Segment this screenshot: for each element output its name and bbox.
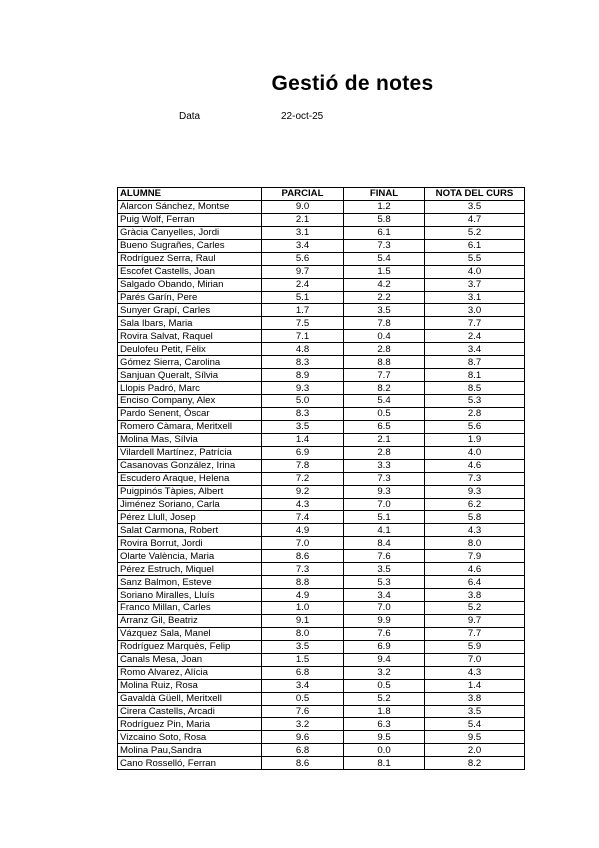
nota-del-curs-value: 5.9 [425, 640, 525, 653]
parcial-value: 3.2 [262, 718, 344, 731]
table-row [118, 278, 525, 291]
table-row [118, 317, 525, 330]
nota-del-curs-value: 7.7 [425, 317, 525, 330]
student-name: Escudero Araque, Helena [118, 472, 262, 485]
header-alumne: ALUMNE [118, 188, 262, 201]
parcial-value: 5.1 [262, 291, 344, 304]
table-row [118, 576, 525, 589]
nota-del-curs-value: 3.5 [425, 200, 525, 213]
final-value: 8.8 [344, 356, 425, 369]
student-name: Gràcia Canyelles, Jordi [118, 226, 262, 239]
final-value: 2.1 [344, 433, 425, 446]
table-row [118, 602, 525, 615]
table-row [118, 653, 525, 666]
final-value: 5.1 [344, 511, 425, 524]
final-value: 4.1 [344, 524, 425, 537]
table-row [118, 485, 525, 498]
nota-del-curs-value: 9.3 [425, 485, 525, 498]
table-row [118, 200, 525, 213]
nota-del-curs-value: 6.1 [425, 239, 525, 252]
student-name: Vilardell Martínez, Patrícia [118, 446, 262, 459]
final-value: 2.8 [344, 446, 425, 459]
student-name: Jiménez Soriano, Carla [118, 498, 262, 511]
final-value: 0.4 [344, 330, 425, 343]
table-row [118, 472, 525, 485]
table-row [118, 213, 525, 226]
grades-table-body [118, 200, 525, 769]
page-title [0, 72, 599, 96]
final-value: 9.9 [344, 614, 425, 627]
final-value: 9.4 [344, 653, 425, 666]
nota-del-curs-value: 5.4 [425, 718, 525, 731]
table-row [118, 343, 525, 356]
student-name: Escofet Castells, Joan [118, 265, 262, 278]
table-row [118, 731, 525, 744]
header-nota-del-curs: NOTA DEL CURS [425, 188, 525, 201]
final-value: 2.8 [344, 343, 425, 356]
parcial-value: 9.3 [262, 382, 344, 395]
student-name: Rodríguez Marquès, Felip [118, 640, 262, 653]
table-row [118, 524, 525, 537]
final-value: 7.8 [344, 317, 425, 330]
nota-del-curs-value: 1.9 [425, 433, 525, 446]
nota-del-curs-value: 6.2 [425, 498, 525, 511]
nota-del-curs-value: 3.8 [425, 692, 525, 705]
grades-table [117, 187, 525, 770]
parcial-value: 8.6 [262, 550, 344, 563]
parcial-value: 9.1 [262, 614, 344, 627]
nota-del-curs-value: 6.4 [425, 576, 525, 589]
student-name: Romo Alvarez, Alícia [118, 666, 262, 679]
table-row [118, 563, 525, 576]
student-name: Salat Carmona, Robert [118, 524, 262, 537]
parcial-value: 8.3 [262, 356, 344, 369]
table-row [118, 692, 525, 705]
table-row [118, 640, 525, 653]
nota-del-curs-value: 9.5 [425, 731, 525, 744]
table-row [118, 679, 525, 692]
nota-del-curs-value: 7.7 [425, 627, 525, 640]
table-row [118, 433, 525, 446]
final-value: 6.3 [344, 718, 425, 731]
nota-del-curs-value: 3.0 [425, 304, 525, 317]
final-value: 6.1 [344, 226, 425, 239]
parcial-value: 8.3 [262, 407, 344, 420]
table-row [118, 239, 525, 252]
parcial-value: 1.4 [262, 433, 344, 446]
student-name: Puig Wolf, Ferran [118, 213, 262, 226]
parcial-value: 4.9 [262, 589, 344, 602]
table-row [118, 757, 525, 770]
table-row [118, 420, 525, 433]
parcial-value: 6.9 [262, 446, 344, 459]
nota-del-curs-value: 3.4 [425, 343, 525, 356]
nota-del-curs-value: 5.6 [425, 420, 525, 433]
final-value: 6.5 [344, 420, 425, 433]
student-name: Olarte València, Maria [118, 550, 262, 563]
final-value: 7.3 [344, 239, 425, 252]
nota-del-curs-value: 2.0 [425, 744, 525, 757]
student-name: Canals Mesa, Joan [118, 653, 262, 666]
final-value: 0.0 [344, 744, 425, 757]
nota-del-curs-value: 8.1 [425, 369, 525, 382]
nota-del-curs-value: 8.0 [425, 537, 525, 550]
table-row [118, 356, 525, 369]
nota-del-curs-value: 8.5 [425, 382, 525, 395]
student-name: Alarcon Sánchez, Montse [118, 200, 262, 213]
final-value: 3.5 [344, 563, 425, 576]
nota-del-curs-value: 5.3 [425, 395, 525, 408]
parcial-value: 3.1 [262, 226, 344, 239]
student-name: Pérez Llull, Josep [118, 511, 262, 524]
student-name: Arranz Gil, Beatriz [118, 614, 262, 627]
parcial-value: 4.9 [262, 524, 344, 537]
parcial-value: 8.9 [262, 369, 344, 382]
student-name: Vizcaino Soto, Rosa [118, 731, 262, 744]
nota-del-curs-value: 8.7 [425, 356, 525, 369]
parcial-value: 9.2 [262, 485, 344, 498]
nota-del-curs-value: 4.0 [425, 265, 525, 278]
student-name: Salgado Obando, Mirian [118, 278, 262, 291]
table-row [118, 511, 525, 524]
page-title-text: Gestió de notes [271, 72, 434, 95]
student-name: Molina Pau,Sandra [118, 744, 262, 757]
nota-del-curs-value: 7.0 [425, 653, 525, 666]
parcial-value: 7.8 [262, 459, 344, 472]
nota-del-curs-value: 4.6 [425, 459, 525, 472]
table-row [118, 537, 525, 550]
final-value: 9.5 [344, 731, 425, 744]
final-value: 8.4 [344, 537, 425, 550]
nota-del-curs-value: 4.3 [425, 666, 525, 679]
student-name: Puigpinós Tàpies, Albert [118, 485, 262, 498]
parcial-value: 1.7 [262, 304, 344, 317]
table-row [118, 265, 525, 278]
table-row [118, 627, 525, 640]
final-value: 7.6 [344, 550, 425, 563]
table-row [118, 718, 525, 731]
nota-del-curs-value: 9.7 [425, 614, 525, 627]
student-name: Franco Millan, Carles [118, 602, 262, 615]
parcial-value: 8.8 [262, 576, 344, 589]
final-value: 3.5 [344, 304, 425, 317]
final-value: 5.8 [344, 213, 425, 226]
student-name: Pérez Estruch, Miquel [118, 563, 262, 576]
nota-del-curs-value: 3.7 [425, 278, 525, 291]
table-row [118, 291, 525, 304]
final-value: 2.2 [344, 291, 425, 304]
table-row [118, 330, 525, 343]
student-name: Casanovas González, Irina [118, 459, 262, 472]
student-name: Pardo Senent, Òscar [118, 407, 262, 420]
parcial-value: 9.6 [262, 731, 344, 744]
parcial-value: 3.4 [262, 239, 344, 252]
final-value: 7.7 [344, 369, 425, 382]
parcial-value: 3.4 [262, 679, 344, 692]
student-name: Enciso Company, Alex [118, 395, 262, 408]
parcial-value: 1.0 [262, 602, 344, 615]
table-header-row [118, 188, 525, 201]
final-value: 0.5 [344, 679, 425, 692]
table-row [118, 304, 525, 317]
student-name: Parés Garín, Pere [118, 291, 262, 304]
parcial-value: 1.5 [262, 653, 344, 666]
date-value: 22-oct-25 [281, 111, 324, 122]
final-value: 8.1 [344, 757, 425, 770]
student-name: Soriano Miralles, Lluís [118, 589, 262, 602]
parcial-value: 3.5 [262, 640, 344, 653]
nota-del-curs-value: 7.9 [425, 550, 525, 563]
final-value: 0.5 [344, 407, 425, 420]
student-name: Molina Ruiz, Rosa [118, 679, 262, 692]
parcial-value: 4.3 [262, 498, 344, 511]
table-row [118, 666, 525, 679]
table-row [118, 498, 525, 511]
student-name: Cano Rosselló, Ferran [118, 757, 262, 770]
nota-del-curs-value: 4.7 [425, 213, 525, 226]
parcial-value: 5.0 [262, 395, 344, 408]
nota-del-curs-value: 3.1 [425, 291, 525, 304]
parcial-value: 4.8 [262, 343, 344, 356]
table-row [118, 550, 525, 563]
table-row [118, 459, 525, 472]
nota-del-curs-value: 8.2 [425, 757, 525, 770]
student-name: Deulofeu Petit, Fèlix [118, 343, 262, 356]
parcial-value: 7.0 [262, 537, 344, 550]
final-value: 5.4 [344, 252, 425, 265]
nota-del-curs-value: 3.5 [425, 705, 525, 718]
student-name: Rodríguez Serra, Raul [118, 252, 262, 265]
header-parcial: PARCIAL [262, 188, 344, 201]
table-row [118, 744, 525, 757]
final-value: 3.2 [344, 666, 425, 679]
student-name: Gavaldà Güell, Meritxell [118, 692, 262, 705]
parcial-value: 5.6 [262, 252, 344, 265]
student-name: Sunyer Grapí, Carles [118, 304, 262, 317]
student-name: Rodríguez Pin, Maria [118, 718, 262, 731]
table-row [118, 407, 525, 420]
date-label: Data [179, 111, 201, 122]
nota-del-curs-value: 1.4 [425, 679, 525, 692]
table-row [118, 226, 525, 239]
parcial-value: 6.8 [262, 666, 344, 679]
student-name: Bueno Sugrañes, Carles [118, 239, 262, 252]
table-row [118, 614, 525, 627]
nota-del-curs-value: 5.8 [425, 511, 525, 524]
nota-del-curs-value: 5.5 [425, 252, 525, 265]
student-name: Rovira Salvat, Raquel [118, 330, 262, 343]
nota-del-curs-value: 2.8 [425, 407, 525, 420]
student-name: Rovira Borrut, Jordi [118, 537, 262, 550]
final-value: 7.6 [344, 627, 425, 640]
parcial-value: 7.3 [262, 563, 344, 576]
table-row [118, 705, 525, 718]
final-value: 7.0 [344, 498, 425, 511]
nota-del-curs-value: 3.8 [425, 589, 525, 602]
nota-del-curs-value: 2.4 [425, 330, 525, 343]
final-value: 7.0 [344, 602, 425, 615]
table-row [118, 446, 525, 459]
header-final: FINAL [344, 188, 425, 201]
parcial-value: 8.0 [262, 627, 344, 640]
table-row [118, 395, 525, 408]
table-row [118, 369, 525, 382]
parcial-value: 8.6 [262, 757, 344, 770]
final-value: 4.2 [344, 278, 425, 291]
nota-del-curs-value: 4.3 [425, 524, 525, 537]
final-value: 5.3 [344, 576, 425, 589]
student-name: Sala Ibars, Maria [118, 317, 262, 330]
parcial-value: 7.1 [262, 330, 344, 343]
final-value: 1.2 [344, 200, 425, 213]
parcial-value: 9.7 [262, 265, 344, 278]
nota-del-curs-value: 5.2 [425, 602, 525, 615]
student-name: Llopis Padró, Marc [118, 382, 262, 395]
nota-del-curs-value: 5.2 [425, 226, 525, 239]
table-row [118, 589, 525, 602]
final-value: 3.4 [344, 589, 425, 602]
final-value: 5.4 [344, 395, 425, 408]
nota-del-curs-value: 4.0 [425, 446, 525, 459]
student-name: Cirera Castells, Arcadi [118, 705, 262, 718]
parcial-value: 7.5 [262, 317, 344, 330]
parcial-value: 3.5 [262, 420, 344, 433]
parcial-value: 2.1 [262, 213, 344, 226]
parcial-value: 0.5 [262, 692, 344, 705]
parcial-value: 9.0 [262, 200, 344, 213]
parcial-value: 7.6 [262, 705, 344, 718]
student-name: Romero Càmara, Meritxell [118, 420, 262, 433]
student-name: Molina Mas, Sílvia [118, 433, 262, 446]
final-value: 3.3 [344, 459, 425, 472]
nota-del-curs-value: 7.3 [425, 472, 525, 485]
parcial-value: 7.4 [262, 511, 344, 524]
student-name: Sanjuan Queralt, Sílvia [118, 369, 262, 382]
final-value: 8.2 [344, 382, 425, 395]
student-name: Vázquez Sala, Manel [118, 627, 262, 640]
table-row [118, 382, 525, 395]
final-value: 1.8 [344, 705, 425, 718]
table-row [118, 252, 525, 265]
final-value: 1.5 [344, 265, 425, 278]
parcial-value: 6.8 [262, 744, 344, 757]
nota-del-curs-value: 4.6 [425, 563, 525, 576]
final-value: 5.2 [344, 692, 425, 705]
student-name: Gómez Sierra, Carolina [118, 356, 262, 369]
parcial-value: 7.2 [262, 472, 344, 485]
final-value: 7.3 [344, 472, 425, 485]
final-value: 9.3 [344, 485, 425, 498]
student-name: Sanz Balmon, Esteve [118, 576, 262, 589]
final-value: 6.9 [344, 640, 425, 653]
parcial-value: 2.4 [262, 278, 344, 291]
